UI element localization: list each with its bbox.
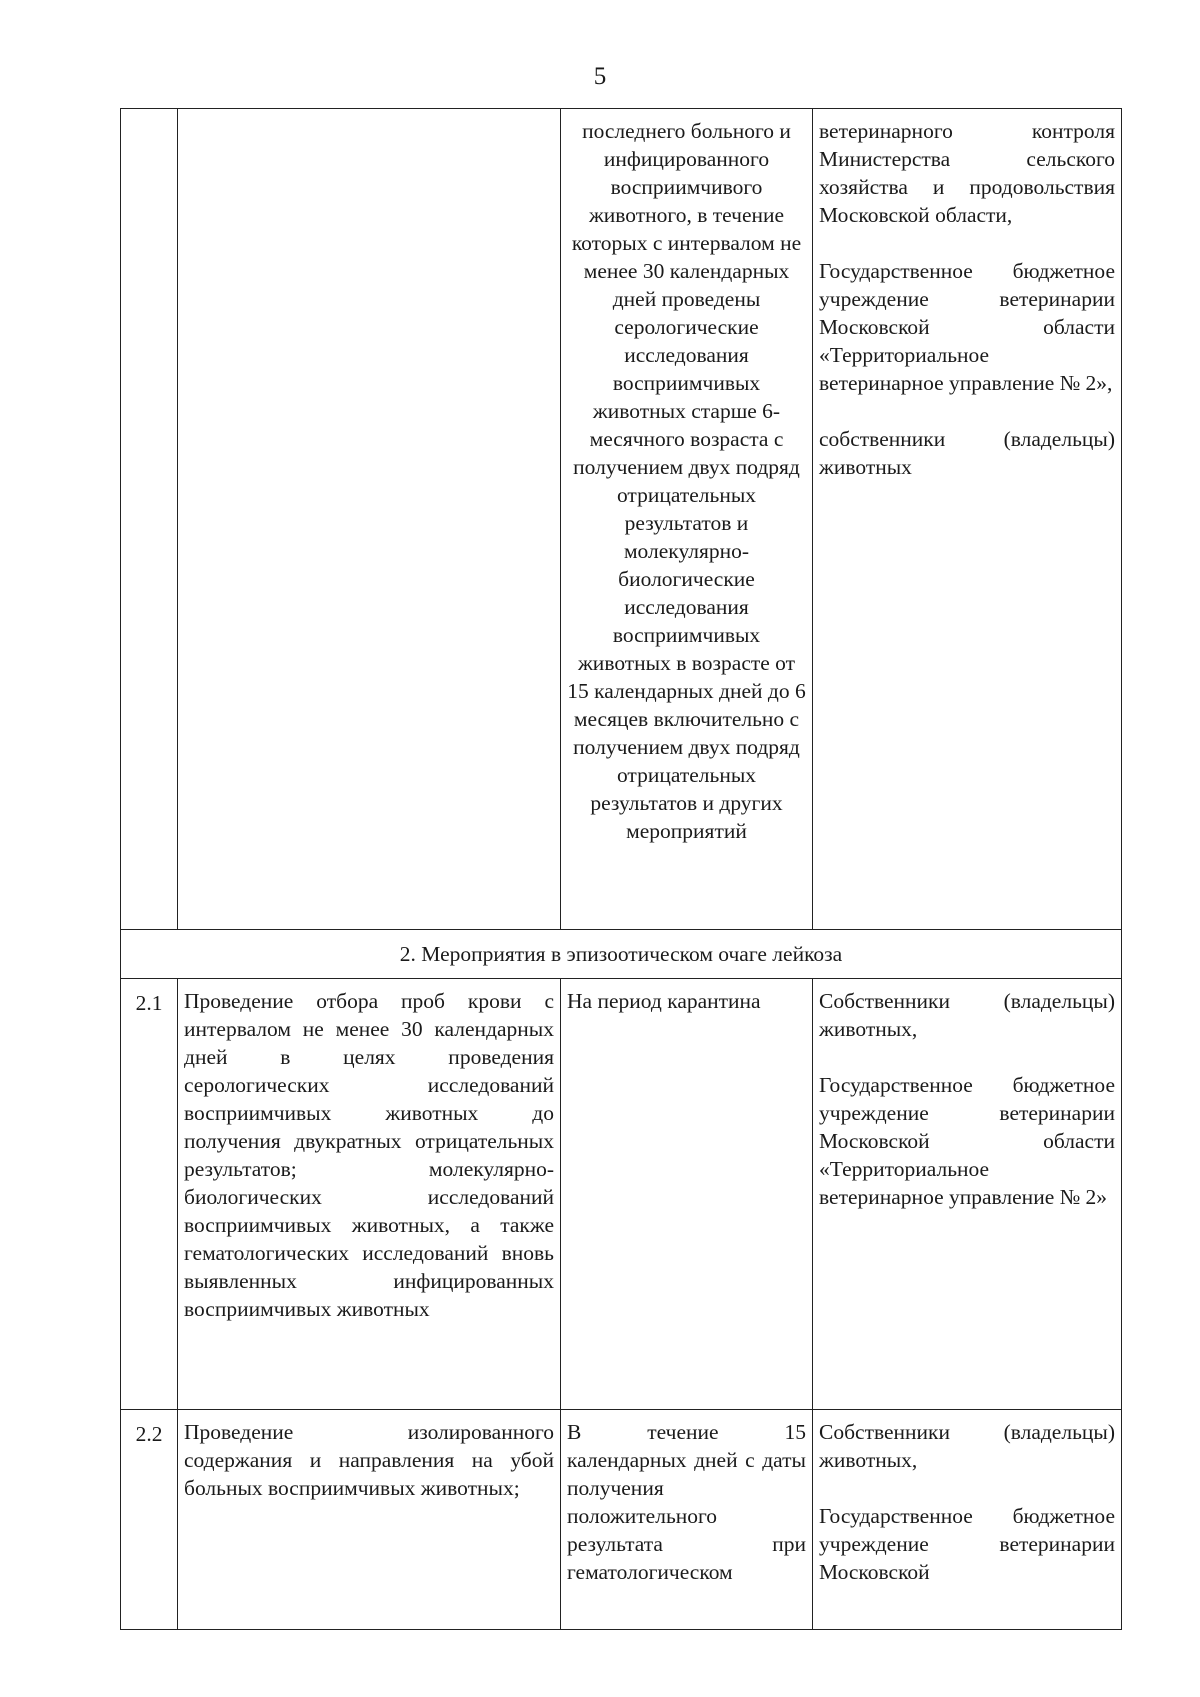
page-number: 5 (593, 63, 607, 90)
responsible-cell (813, 1410, 1122, 1630)
responsible-cell (813, 979, 1122, 1410)
row-number-cell: 2.2 (121, 1410, 178, 1630)
responsible-cell (813, 109, 1122, 930)
responsible-text: Государственное бюджетное учреждение ветеринарии Московской области «Территориальное ветеринарное управление № 2», (819, 259, 1115, 395)
row-number-cell (121, 109, 178, 930)
term-cell: На период карантина (561, 979, 813, 1410)
activity-cell: Проведение изолированного содержания и направления на убой больных восприимчивых животных; (178, 1410, 561, 1630)
activity-cell (178, 109, 561, 930)
table-row-continuation (121, 109, 1122, 930)
responsible-text: собственники (владельцы) животных (819, 427, 1115, 479)
table-row (121, 979, 1122, 1410)
responsible-text: Собственники (владельцы) животных, (819, 989, 1115, 1041)
term-cell: последнего больного и инфицированного восприимчивого животного, в течение которых с интервалом не менее 30 календарных дней проведены серологические исследования восприимчивых животных старше 6-месячного возраста с получением двух подряд отрицательных результатов и молекулярно-биологические исследования восприимчивых животных в возрасте от 15 календарных дней до 6 месяцев включительно с получением двух подряд отрицательных результатов и других мероприятий (561, 109, 813, 930)
responsible-text: ветеринарного контроля Министерства сельского хозяйства и продовольствия Московской области, (819, 119, 1115, 227)
table-row (121, 1410, 1122, 1630)
responsible-text: Государственное бюджетное учреждение ветеринарии Московской (819, 1504, 1115, 1584)
term-cell: В течение 15 календарных дней с даты получения положительного результата при гематологическом (561, 1410, 813, 1630)
section-heading-row (121, 930, 1122, 979)
activity-cell: Проведение отбора проб крови с интервалом не менее 30 календарных дней в целях проведения серологических исследований восприимчивых животных до получения двукратных отрицательных результатов; молекулярно-биологических исследований восприимчивых животных, а также гематологических исследований вновь выявленных инфицированных восприимчивых животных (178, 979, 561, 1410)
responsible-text: Государственное бюджетное учреждение ветеринарии Московской области «Территориальное ветеринарное управление № 2» (819, 1073, 1115, 1209)
row-number-cell: 2.1 (121, 979, 178, 1410)
responsible-text: Собственники (владельцы) животных, (819, 1420, 1115, 1472)
measures-table (120, 108, 1122, 1630)
section-heading: 2. Мероприятия в эпизоотическом очаге лейкоза (121, 930, 1122, 979)
